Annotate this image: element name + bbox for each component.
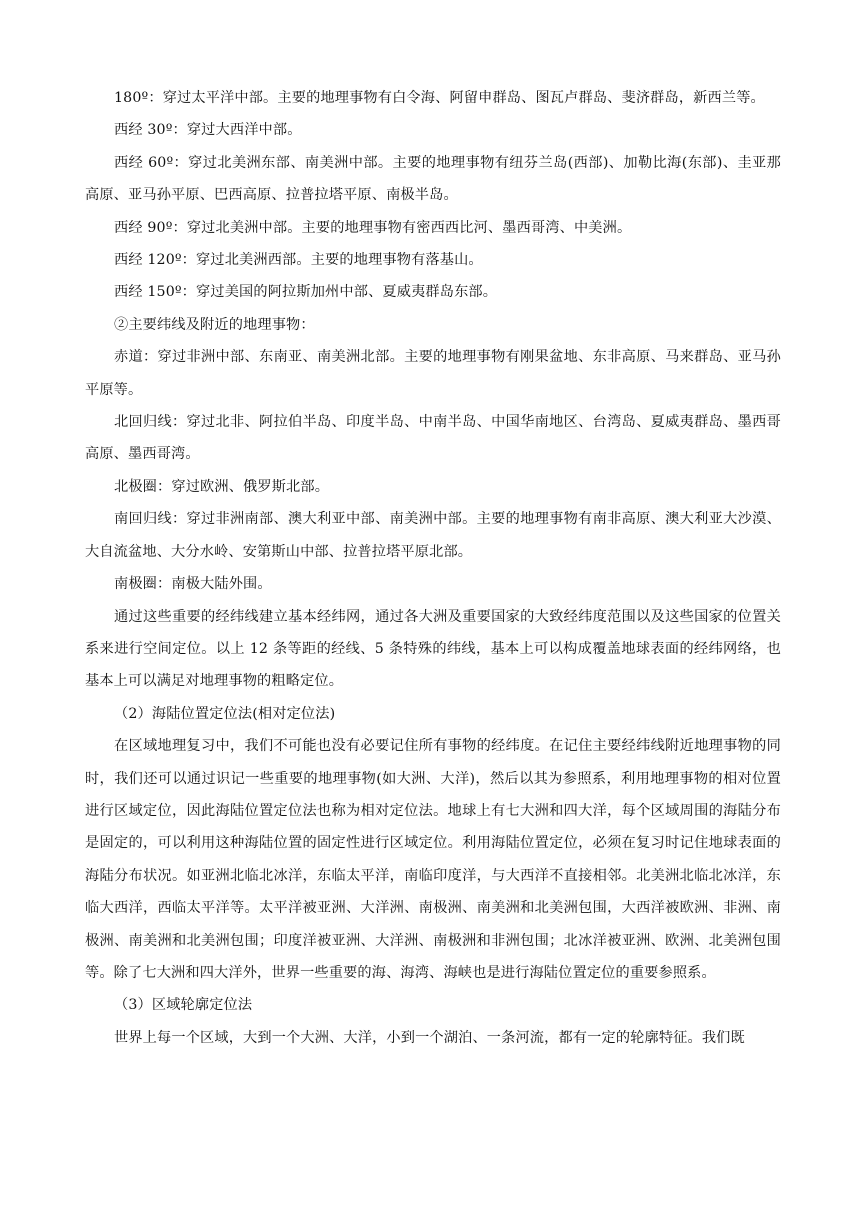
paragraph-tropic-of-capricorn: 南回归线：穿过非洲南部、澳大利亚中部、南美洲中部。主要的地理事物有南非高原、澳大利亚大沙漠、大自流盆地、大分水岭、安第斯山中部、拉普拉塔平原北部。: [85, 511, 781, 560]
paragraph-tropic-of-cancer: 北回归线：穿过北非、阿拉伯半岛、印度半岛、中南半岛、中国华南地区、台湾岛、夏威夷群岛、墨西哥高原、墨西哥湾。: [85, 414, 781, 463]
paragraph-sea-land-method: 在区域地理复习中，我们不可能也没有必要记住所有事物的经纬度。在记住主要经纬线附近地理事物的同时，我们还可以通过识记一些重要的地理事物(如大洲、大洋)，然后以其为参照系，利用地理事物的相对位置进行区域定位，因此海陆位置定位法也称为相对定位法。地球上有七大洲和四大洋，每个区域周围的海陆分布是固定的，可以利用这种海陆位置的固定性进行区域定位。利用海陆位置定位，必须在复习时记住地球表面的海陆分布状况。如亚洲北临北冰洋，东临太平洋，南临印度洋，与大西洋不直接相邻。北美洲北临北冰洋，东临大西洋，西临太平洋等。太平洋被亚洲、大洋洲、南极洲、南美洲和北美洲包围，大西洋被欧洲、非洲、南极洲、南美洲和北美洲包围；印度洋被亚洲、大洋洲、南极洲和非洲包围；北冰洋被亚洲、欧洲、北美洲包围等。除了七大洲和四大洋外，世界一些重要的海、海湾、海峡也是进行海陆位置定位的重要参照系。: [85, 738, 781, 981]
paragraph-outline-method: 世界上每一个区域，大到一个大洲、大洋，小到一个湖泊、一条河流，都有一定的轮廓特征。我们既: [114, 1029, 745, 1046]
section-heading-outline-method: （3）区域轮廓定位法: [114, 997, 253, 1014]
paragraph-meridian-w90: 西经 90º：穿过北美洲中部。主要的地理事物有密西西比河、墨西哥湾、中美洲。: [114, 219, 632, 236]
paragraph-meridian-w120: 西经 120º：穿过北美洲西部。主要的地理事物有落基山。: [114, 252, 483, 269]
paragraph-meridian-180: 180º：穿过太平洋中部。主要的地理事物有白令海、阿留申群岛、图瓦卢群岛、斐济群岛，新西兰等。: [114, 90, 765, 106]
paragraph-meridian-w30: 西经 30º：穿过大西洋中部。: [114, 122, 302, 139]
paragraph-meridian-w60: 西经 60º：穿过北美洲东部、南美洲中部。主要的地理事物有纽芬兰岛(西部)、加勒比海(东部)、圭亚那高原、亚马孙平原、巴西高原、拉普拉塔平原、南极半岛。: [85, 154, 781, 204]
paragraph-meridian-w150: 西经 150º：穿过美国的阿拉斯加州中部、夏威夷群岛东部。: [114, 284, 498, 301]
paragraph-equator: 赤道：穿过非洲中部、东南亚、南美洲北部。主要的地理事物有刚果盆地、东非高原、马来群岛、亚马孙平原等。: [85, 349, 781, 398]
paragraph-grid-summary: 通过这些重要的经纬线建立基本经纬网，通过各大洲及重要国家的大致经纬度范围以及这些国家的位置关系来进行空间定位。以上 12 条等距的经线、5 条特殊的纬线，基本上可以构成覆盖地球表面的经纬网络，也基本上可以满足对地理事物的粗略定位。: [85, 608, 781, 690]
paragraph-arctic-circle: 北极圈：穿过欧洲、俄罗斯北部。: [114, 478, 330, 495]
section-heading-sea-land-method: （2）海陆位置定位法(相对定位法): [114, 705, 336, 722]
section-heading-parallels: ②主要纬线及附近的地理事物：: [114, 316, 315, 333]
paragraph-antarctic-circle: 南极圈：南极大陆外围。: [114, 576, 272, 593]
document-body: [85, 82, 781, 1054]
